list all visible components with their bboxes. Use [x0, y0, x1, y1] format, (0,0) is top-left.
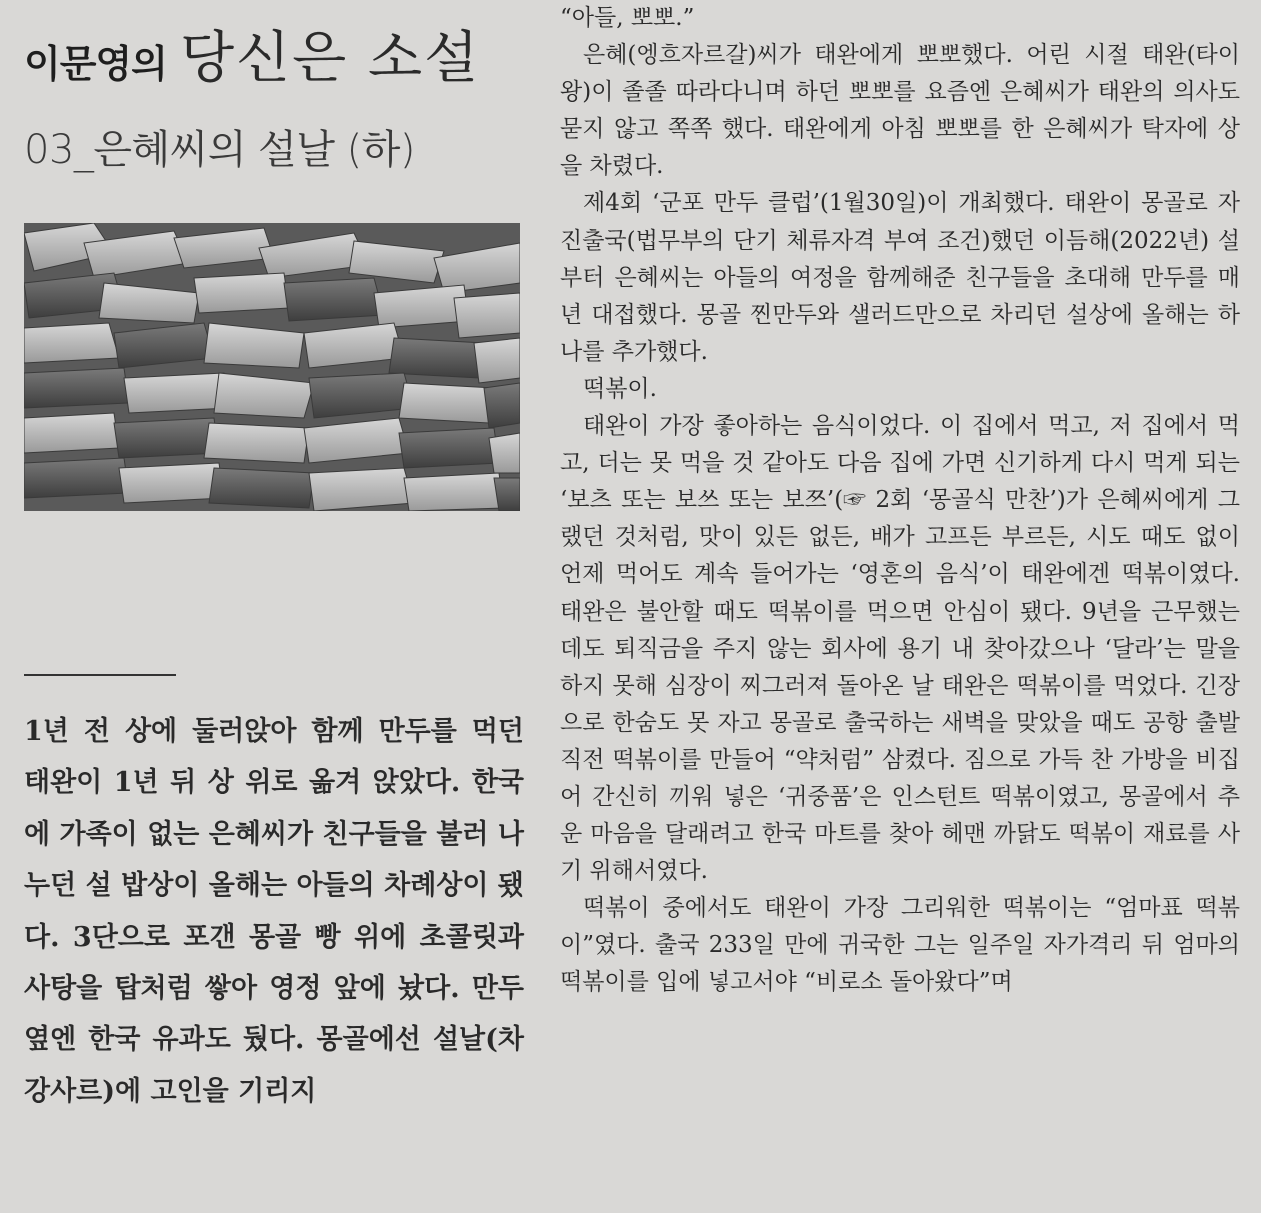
author-label: 이문영의: [24, 42, 167, 86]
body-paragraph: 제4회 ‘군포 만두 클럽’(1월30일)이 개최했다. 태완이 몽골로 자진출국(법무부의 단기 체류자격 부여 조건)했던 이듬해(2022년) 설부터 은혜씨는 아들의 여정을 함께해준 친구들을 초대해 만두를 매년 대접했다. 몽골 찐만두와 샐러드만으로 차리던 설상에 올해는 하나를 추가했다.: [560, 190, 1240, 365]
lead-paragraph: 1년 전 상에 둘러앉아 함께 만두를 먹던 태완이 1년 뒤 상 위로 옮겨 앉았다. 한국에 가족이 없는 은혜씨가 친구들을 불러 나누던 설 밥상이 올해는 아들의 차례상이 됐다. 3단으로 포갠 몽골 빵 위에 초콜릿과 사탕을 탑처럼 쌓아 영정 앞에 놨다. 만두 옆엔 한국 유과도 뒀다. 몽골에선 설날(차강사르)에 고인을 기리지: [24, 716, 524, 1107]
body-paragraph: “아들, 뽀뽀.”: [560, 5, 695, 31]
stacked-books-photo: [24, 223, 520, 511]
body-paragraph: 떡볶이.: [583, 375, 657, 402]
episode-title: 03_은혜씨의 설날 (하): [24, 127, 416, 173]
lead-divider: [24, 674, 176, 676]
body-paragraph: 태완이 가장 좋아하는 음식이었다. 이 집에서 먹고, 저 집에서 먹고, 더는 못 먹을 것 같아도 다음 집에 가면 신기하게 다시 먹게 되는 ‘보츠 또는 보쓰 또는 보쯔’(☞ 2회 ‘몽골식 만찬’)가 은혜씨에게 그랬던 것처럼, 맛이 있든 없든, 배가 고프든 부르든, 시도 때도 없이 언제 먹어도 계속 들어가는 ‘영혼의 음식’이 태완에겐 떡볶이였다. 태완은 불안할 때도 떡볶이를 먹으면 안심이 됐다. 9년을 근무했는데도 퇴직금을 주지 않는 회사에 용기 내 찾아갔으나 ‘달라’는 말을 하지 못해 심장이 찌그러져 돌아온 날 태완은 떡볶이를 먹었다. 긴장으로 한숨도 못 자고 몽골로 출국하는 새벽을 맞았을 때도 공항 출발 직전 떡볶이를 만들어 “약처럼” 삼켰다. 짐으로 가득 찬 가방을 비집어 간신히 끼워 넣은 ‘귀중품’은 인스턴트 떡볶이였고, 몽골에서 추운 마음을 달래려고 한국 마트를 찾아 헤맨 까닭도 떡볶이 재료를 사기 위해서였다.: [560, 413, 1240, 885]
article-body: [560, 0, 1240, 1002]
series-title: 당신은 소설: [179, 26, 481, 91]
column-masthead: [24, 14, 544, 94]
body-paragraph: 은혜(엥흐자르갈)씨가 태완에게 뽀뽀했다. 어린 시절 태완(타이왕)이 졸졸 따라다니며 하던 뽀뽀를 요즘엔 은혜씨가 태완의 의사도 묻지 않고 쪽쪽 했다. 태완에게 아침 뽀뽀를 한 은혜씨가 탁자에 상을 차렸다.: [560, 42, 1240, 180]
body-paragraph: 떡볶이 중에서도 태완이 가장 그리워한 떡볶이는 “엄마표 떡볶이”였다. 출국 233일 만에 귀국한 그는 일주일 자가격리 뒤 엄마의 떡볶이를 입에 넣고서야 “비로소 돌아왔다”며: [560, 895, 1240, 996]
